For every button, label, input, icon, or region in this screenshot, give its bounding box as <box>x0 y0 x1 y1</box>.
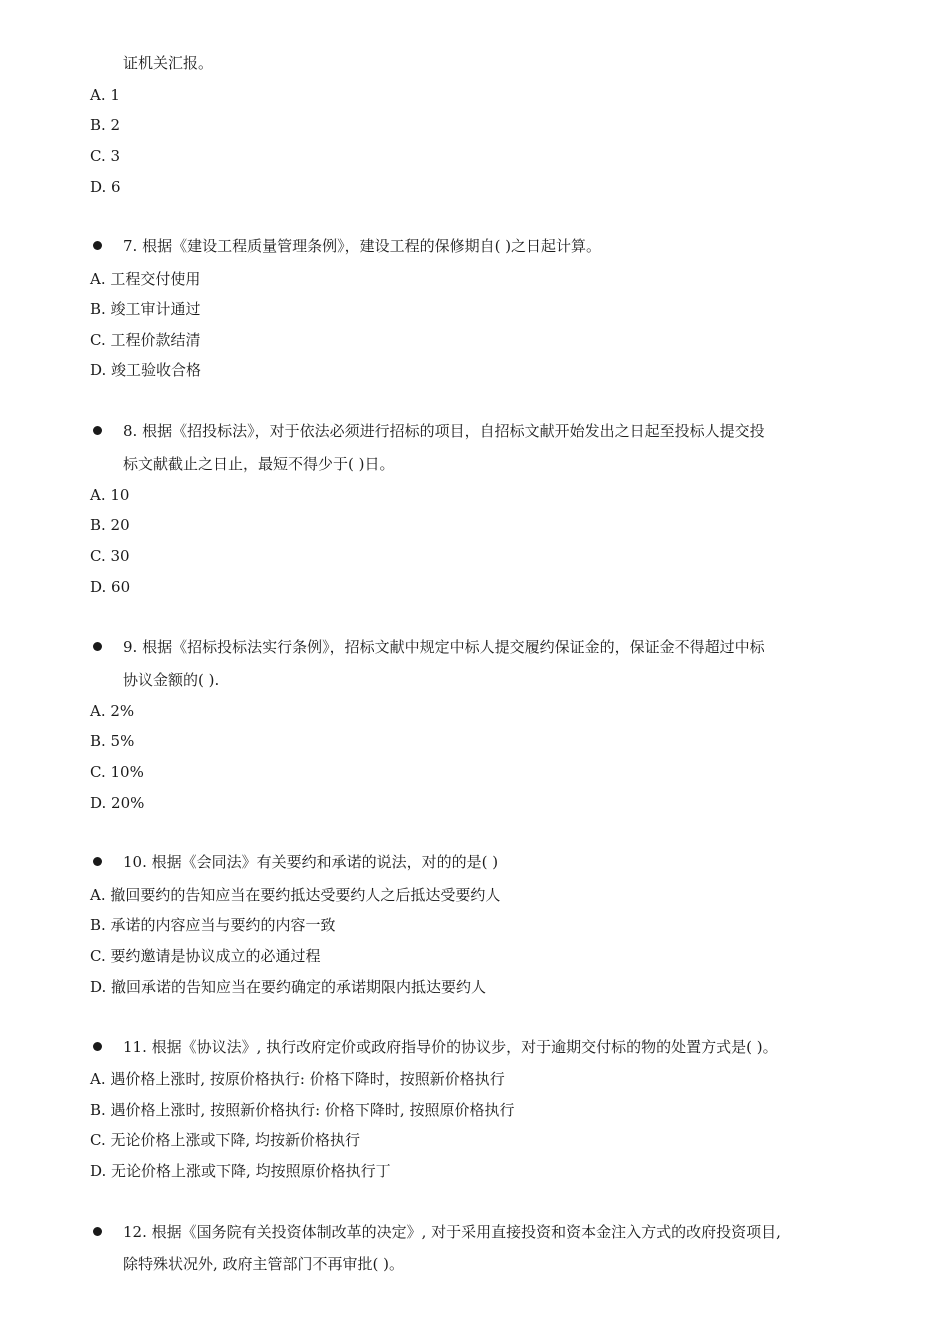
option-b: B. 竣工审计通过 <box>90 300 201 318</box>
bullet-icon <box>93 1042 102 1051</box>
bullet-icon <box>93 857 102 866</box>
question-11-text: 11. 根据《协议法》, 执行改府定价或政府指导价的协议步，对于逾期交付标的物的处置方式是( )。 <box>123 1038 778 1056</box>
option-b: B. 遇价格上涨时, 按照新价格执行: 价格下降时, 按照原价格执行 <box>90 1101 515 1119</box>
option-d: D. 竣工验收合格 <box>90 361 202 379</box>
question-10-text: 10. 根据《会同法》有关要约和承诺的说法，对的的是( ) <box>123 853 499 871</box>
option-a: A. 2% <box>90 702 135 720</box>
option-c: C. 3 <box>90 147 121 165</box>
bullet-icon <box>93 241 102 250</box>
question-12-text: 12. 根据《国务院有关投资体制改革的决定》, 对于采用直接投资和资本金注入方式的改府投资项目, <box>123 1223 781 1241</box>
option-c: C. 10% <box>90 763 144 781</box>
option-a: A. 撤回要约的告知应当在要约抵达受要约人之后抵达受要约人 <box>90 886 501 904</box>
question-8-text-cont: 标文献截止之日止，最短不得少于( )日。 <box>123 455 395 473</box>
option-d: D. 撤回承诺的告知应当在要约确定的承诺期限内抵达要约人 <box>90 978 487 996</box>
question-9-text: 9. 根据《招标投标法实行条例》，招标文献中规定中标人提交履约保证金的，保证金不得超过中标 <box>123 638 765 656</box>
bullet-icon <box>93 1227 102 1236</box>
option-d: D. 无论价格上涨或下降, 均按照原价格执行丁 <box>90 1162 391 1180</box>
option-b: B. 5% <box>90 732 135 750</box>
option-b: B. 2 <box>90 116 121 134</box>
option-d: D. 6 <box>90 178 121 196</box>
option-a: A. 1 <box>90 86 120 104</box>
option-d: D. 60 <box>90 578 131 596</box>
option-c: C. 无论价格上涨或下降, 均按新价格执行 <box>90 1131 361 1149</box>
option-b: B. 承诺的内容应当与要约的内容一致 <box>90 916 336 934</box>
option-a: A. 10 <box>90 486 130 504</box>
option-c: C. 要约邀请是协议成立的必通过程 <box>90 947 321 965</box>
option-c: C. 工程价款结清 <box>90 331 201 349</box>
bullet-icon <box>93 426 102 435</box>
bullet-icon <box>93 642 102 651</box>
option-d: D. 20% <box>90 794 145 812</box>
question-8-text: 8. 根据《招投标法》，对于依法必须进行招标的项目，自招标文献开始发出之日起至投标人提交投 <box>123 422 765 440</box>
question-7-text: 7. 根据《建设工程质量管理条例》，建设工程的保修期自( )之日起计算。 <box>123 237 602 255</box>
option-a: A. 工程交付使用 <box>90 270 201 288</box>
question-12-text-cont: 除特殊状况外, 政府主管部门不再审批( )。 <box>123 1255 405 1273</box>
option-c: C. 30 <box>90 547 130 565</box>
option-b: B. 20 <box>90 516 130 534</box>
option-a: A. 遇价格上涨时, 按原价格执行: 价格下降时，按照新价格执行 <box>90 1070 505 1088</box>
question-continuation: 证机关汇报。 <box>123 54 214 72</box>
question-9-text-cont: 协议金额的( ). <box>123 671 220 689</box>
